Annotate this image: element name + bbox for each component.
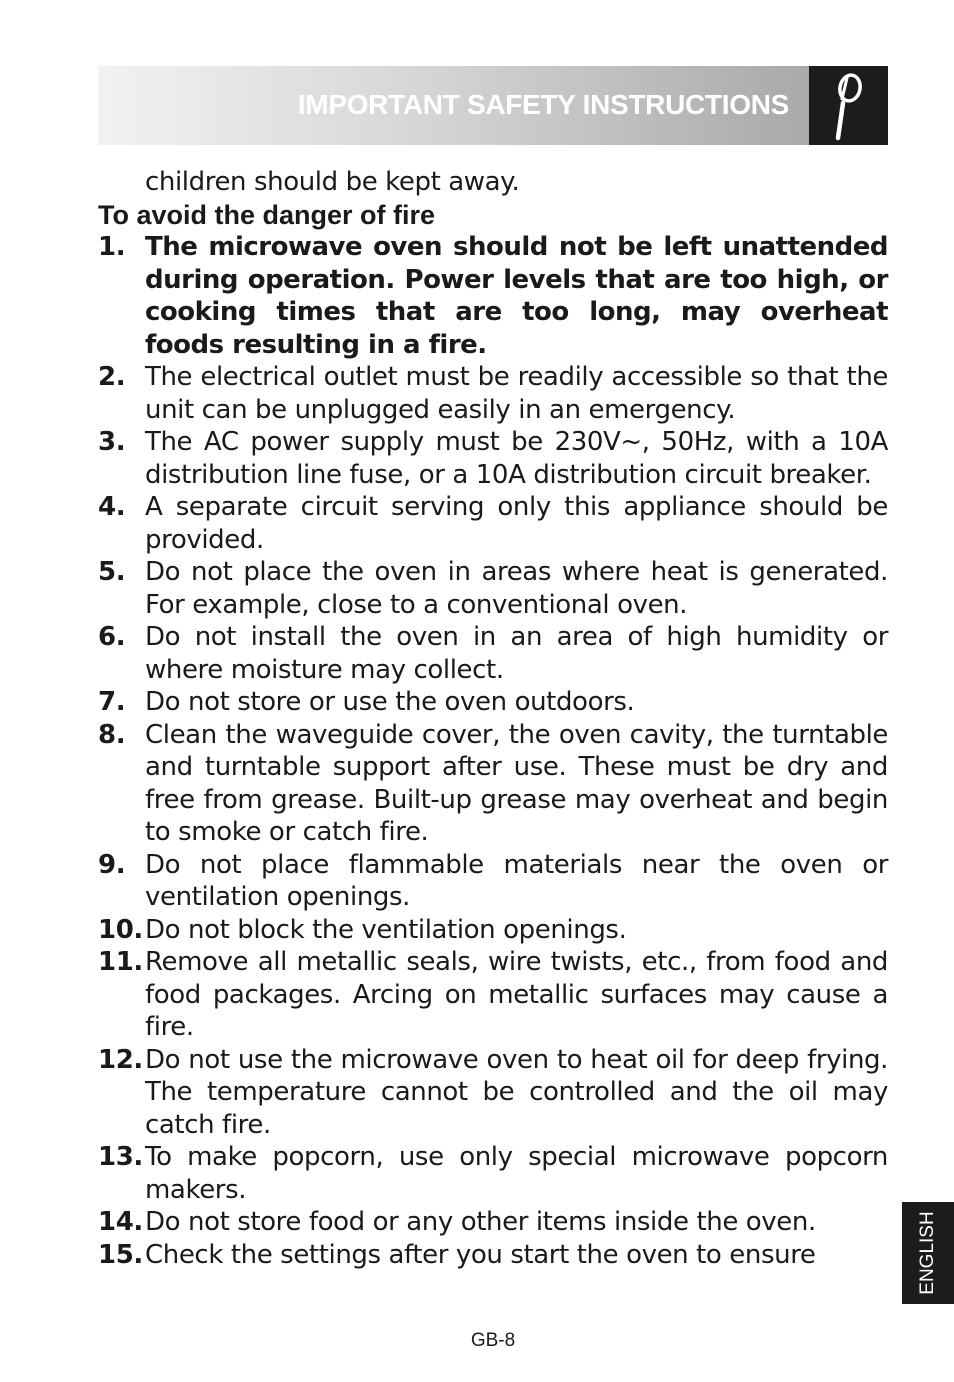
item-text: Remove all metallic seals, wire twists, etc., from food and food packages. Arcing on metallic surfaces may cause a fire. <box>145 947 888 1042</box>
item-number: 1. <box>98 232 126 262</box>
item-number: 9. <box>98 849 126 880</box>
item-text: Do not place flammable materials near the oven or ventilation openings. <box>145 849 888 912</box>
continuation-text: children should be kept away. <box>145 167 520 197</box>
list-item <box>98 914 888 947</box>
item-number: 11. <box>98 947 143 977</box>
item-text: Do not store or use the oven outdoors. <box>145 687 635 717</box>
list-item <box>98 491 888 556</box>
list-item <box>98 849 888 914</box>
item-number: 10. <box>98 914 143 945</box>
item-text: Do not block the ventilation openings. <box>145 914 627 945</box>
item-number: 2. <box>98 362 126 392</box>
item-number: 7. <box>98 687 126 717</box>
item-number: 12. <box>98 1044 143 1075</box>
header-icon-box <box>809 66 888 145</box>
page-title: IMPORTANT SAFETY INSTRUCTIONS <box>297 89 789 120</box>
list-item <box>98 556 888 621</box>
list-item <box>98 1044 888 1142</box>
item-number: 13. <box>98 1142 143 1172</box>
section-heading: To avoid the danger of fire <box>98 199 436 230</box>
item-text: Do not install the oven in an area of high humidity or where moisture may collect. <box>145 622 888 685</box>
list-item <box>98 621 888 686</box>
page-number: GB-8 <box>470 1330 516 1351</box>
item-text: Do not store food or any other items inside the oven. <box>145 1207 816 1237</box>
item-text: To make popcorn, use only special microwave popcorn makers. <box>145 1142 888 1205</box>
item-number: 3. <box>98 427 126 457</box>
language-label: ENGLISH <box>917 1211 938 1295</box>
item-text: Do not use the microwave oven to heat oil for deep frying. The temperature cannot be controlled and the oil may catch fire. <box>145 1044 888 1140</box>
item-text: The electrical outlet must be readily accessible so that the unit can be unplugged easily in an emergency. <box>145 362 888 425</box>
list-item <box>98 686 888 719</box>
item-text: A separate circuit serving only this appliance should be provided. <box>145 492 888 555</box>
instructions-content <box>98 166 888 1271</box>
item-text: Clean the waveguide cover, the oven cavity, the turntable and turntable support after use. These must be dry and free from grease. Built-up grease may overheat and begin to smoke or catch fire. <box>145 719 888 847</box>
list-item <box>98 719 888 849</box>
item-number: 14. <box>98 1207 143 1237</box>
language-tab <box>902 1202 954 1304</box>
header-banner <box>98 66 809 145</box>
list-item <box>98 1141 888 1206</box>
item-text: The AC power supply must be 230V~, 50Hz, with a 10A distribution line fuse, or a 10A distribution circuit breaker. <box>145 427 888 490</box>
safety-info-icon <box>809 66 888 145</box>
item-number: 4. <box>98 492 126 522</box>
item-text: The microwave oven should not be left unattended during operation. Power levels that are too high, or cooking times that are too long, may overheat foods resulting in a fire. <box>145 232 888 360</box>
item-number: 5. <box>98 557 126 587</box>
list-item <box>98 1239 888 1272</box>
list-item <box>98 946 888 1044</box>
instruction-list <box>98 231 888 1271</box>
list-item <box>98 231 888 361</box>
item-number: 15. <box>98 1239 143 1270</box>
item-number: 8. <box>98 719 126 750</box>
item-text: Do not place the oven in areas where heat is generated. For example, close to a conventional oven. <box>145 557 888 620</box>
item-number: 6. <box>98 622 126 652</box>
item-text: Check the settings after you start the oven to ensure <box>145 1239 816 1270</box>
list-item <box>98 426 888 491</box>
list-item <box>98 1206 888 1239</box>
list-item <box>98 361 888 426</box>
